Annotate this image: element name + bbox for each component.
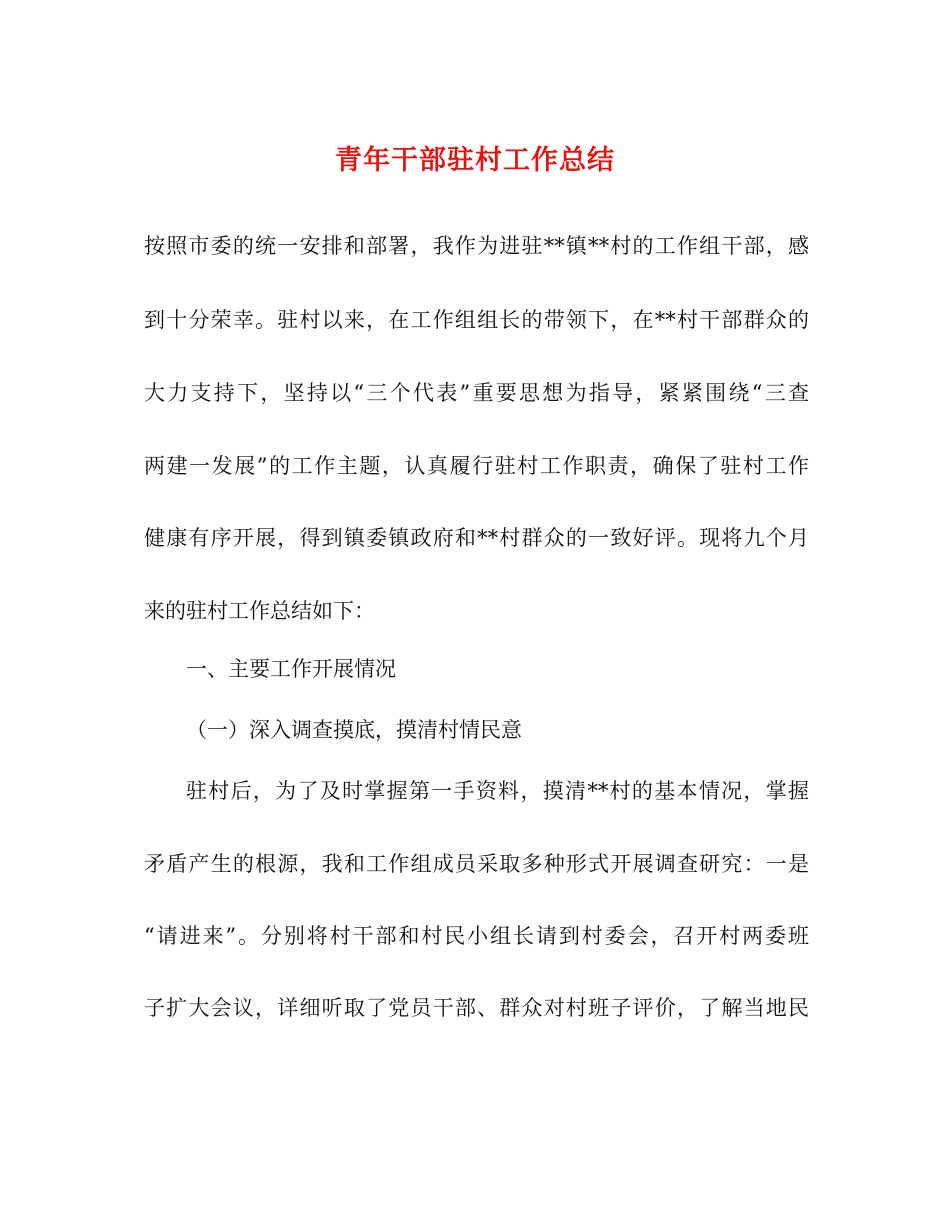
paragraph-line: “请进来”。分别将村干部和村民小组长请到村委会，召开村两委班	[144, 924, 809, 948]
paragraph-line: 驻村后，为了及时掌握第一手资料，摸清**村的基本情况，掌握	[186, 779, 809, 803]
paragraph-line: 两建一发展”的工作主题，认真履行驻村工作职责，确保了驻村工作	[144, 454, 809, 478]
paragraph-line: 到十分荣幸。驻村以来，在工作组组长的带领下，在**村干部群众的	[144, 308, 809, 332]
subsection-heading: （一）深入调查摸底，摸清村情民意	[186, 718, 522, 742]
section-heading: 一、主要工作开展情况	[186, 657, 396, 681]
paragraph-line: 来的驻村工作总结如下：	[144, 599, 375, 623]
paragraph-line: 按照市委的统一安排和部署，我作为进驻**镇**村的工作组干部，感	[144, 234, 809, 258]
document-title: 青年干部驻村工作总结	[335, 145, 615, 176]
paragraph-line: 大力支持下，坚持以“三个代表”重要思想为指导，紧紧围绕“三查	[144, 381, 809, 405]
paragraph-line: 健康有序开展，得到镇委镇政府和**村群众的一致好评。现将九个月	[144, 526, 809, 550]
paragraph-line: 子扩大会议，详细听取了党员干部、群众对村班子评价，了解当地民	[144, 996, 809, 1020]
paragraph-line: 矛盾产生的根源，我和工作组成员采取多种形式开展调查研究：一是	[144, 852, 809, 876]
